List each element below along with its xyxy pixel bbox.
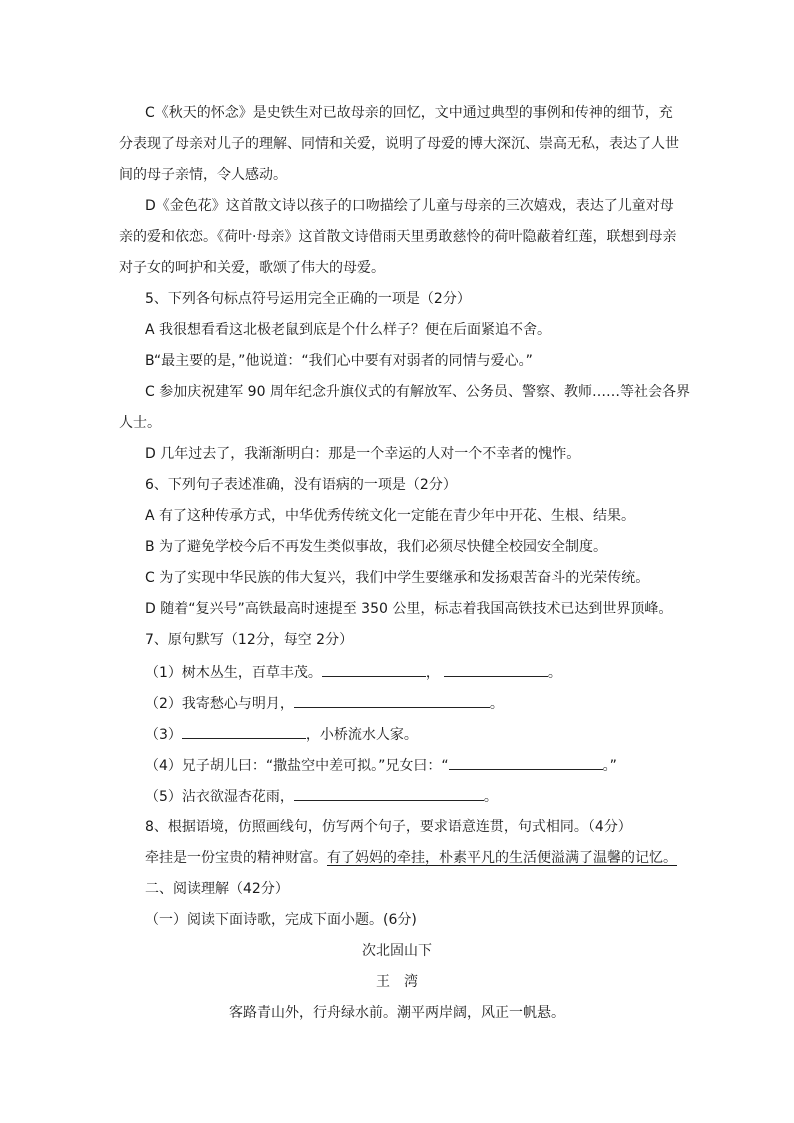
section-2-subsection-1: （一）阅读下面诗歌，完成下面小题。(6分) [145, 912, 417, 928]
poem-author: 王 湾 [376, 974, 418, 990]
context-sentence: 牵挂是一份宝贵的精神财富。 [145, 850, 327, 866]
item-1-prompt: （1）树木丛生，百草丰茂。 [145, 665, 322, 681]
question-5-option-c-line-1: C 参加庆祝建军 90 周年纪念升旗仪式的有解放军、公务员、警察、教师……等社会各界 [145, 384, 690, 400]
question-5-option-d: D 几年过去了，我渐渐明白：那是一个幸运的人对一个不幸者的愧怍。 [145, 446, 581, 462]
poem-line-1: 客路青山外，行舟绿水前。潮平两岸阔，风正一帆悬。 [229, 1005, 565, 1021]
answer-blank-2[interactable] [294, 693, 490, 708]
item-3-prompt: （3） [145, 727, 182, 743]
question-7-item-3 [145, 724, 418, 745]
question-7-item-1 [145, 662, 562, 683]
item-5-prompt: （5）沾衣欲湿杏花雨， [145, 789, 294, 805]
question-5-option-c-line-2: 人士。 [119, 415, 161, 431]
question-7-item-5 [145, 786, 498, 807]
item-5-end: 。 [483, 789, 498, 805]
question-6-option-c: C 为了实现中华民族的伟大复兴，我们中学生要继承和发扬艰苦奋斗的光荣传统。 [145, 570, 650, 586]
question-5-option-b: B“最主要的是，”他说道：“我们心中要有对弱者的同情与爱心。” [145, 353, 533, 369]
option-d-line-3: 对子女的呵护和关爱，歌颂了伟大的母爱。 [119, 260, 385, 276]
item-4-prompt: （4）兄子胡儿曰：“撒盐空中差可拟。”兄女曰：“ [145, 758, 449, 774]
answer-blank-1a[interactable] [322, 662, 426, 677]
item-2-prompt: （2）我寄愁心与明月， [145, 696, 294, 712]
question-6-option-a: A 有了这种传承方式，中华优秀传统文化一定能在青少年中开花、生根、结果。 [145, 508, 636, 524]
item-1-comma: ， [425, 665, 440, 681]
question-6-option-b: B 为了避免学校今后不再发生类似事故，我们必须尽快健全校园安全制度。 [145, 539, 608, 555]
question-6-stem: 6、下列句子表述准确，没有语病的一项是（2分） [145, 477, 457, 493]
question-7-item-4 [145, 755, 617, 776]
answer-blank-5[interactable] [294, 786, 484, 801]
item-3-end: ，小桥流水人家。 [305, 727, 418, 743]
item-4-end: 。” [602, 758, 617, 774]
question-5-option-a: A 我很想看看这北极老鼠到底是个什么样子？便在后面紧追不舍。 [145, 322, 552, 338]
question-5-stem: 5、下列各句标点符号运用完全正确的一项是（2分） [145, 291, 471, 307]
option-d-line-1: D《金色花》这首散文诗以孩子的口吻描绘了儿童与母亲的三次嬉戏，表达了儿童对母 [145, 198, 674, 214]
question-8-stem: 8、根据语境，仿照画线句，仿写两个句子，要求语意连贯，句式相同。（4分） [145, 819, 632, 835]
question-7-item-2 [145, 693, 504, 714]
item-1-end: 。 [547, 665, 562, 681]
answer-blank-1b[interactable] [444, 662, 548, 677]
item-2-end: 。 [489, 696, 504, 712]
answer-blank-3[interactable] [182, 724, 306, 739]
underlined-sentence: 有了妈妈的牵挂，朴素平凡的生活便溢满了温馨的记忆。 [327, 850, 677, 866]
option-c-line-3: 间的母子亲情，令人感动。 [119, 167, 287, 183]
poem-title: 次北固山下 [362, 943, 432, 959]
question-6-option-d: D 随着“复兴号”高铁最高时速提至 350 公里，标志着我国高铁技术已达到世界顶峰。 [145, 601, 673, 617]
question-8-context [145, 848, 677, 868]
option-c-line-1: C《秋天的怀念》是史铁生对已故母亲的回忆，文中通过典型的事例和传神的细节，充 [145, 105, 673, 121]
question-7-stem: 7、原句默写（12分，每空 2分） [145, 632, 354, 648]
option-c-line-2: 分表现了母亲对儿子的理解、同情和关爱，说明了母爱的博大深沉、崇高无私，表达了人世 [119, 136, 679, 152]
option-d-line-2: 亲的爱和依恋。《荷叶·母亲》这首散文诗借雨天里勇敢慈怜的荷叶隐蔽着红莲，联想到母亲 [119, 229, 677, 245]
section-2-title: 二、阅读理解（42分） [145, 881, 289, 897]
answer-blank-4[interactable] [449, 755, 603, 770]
